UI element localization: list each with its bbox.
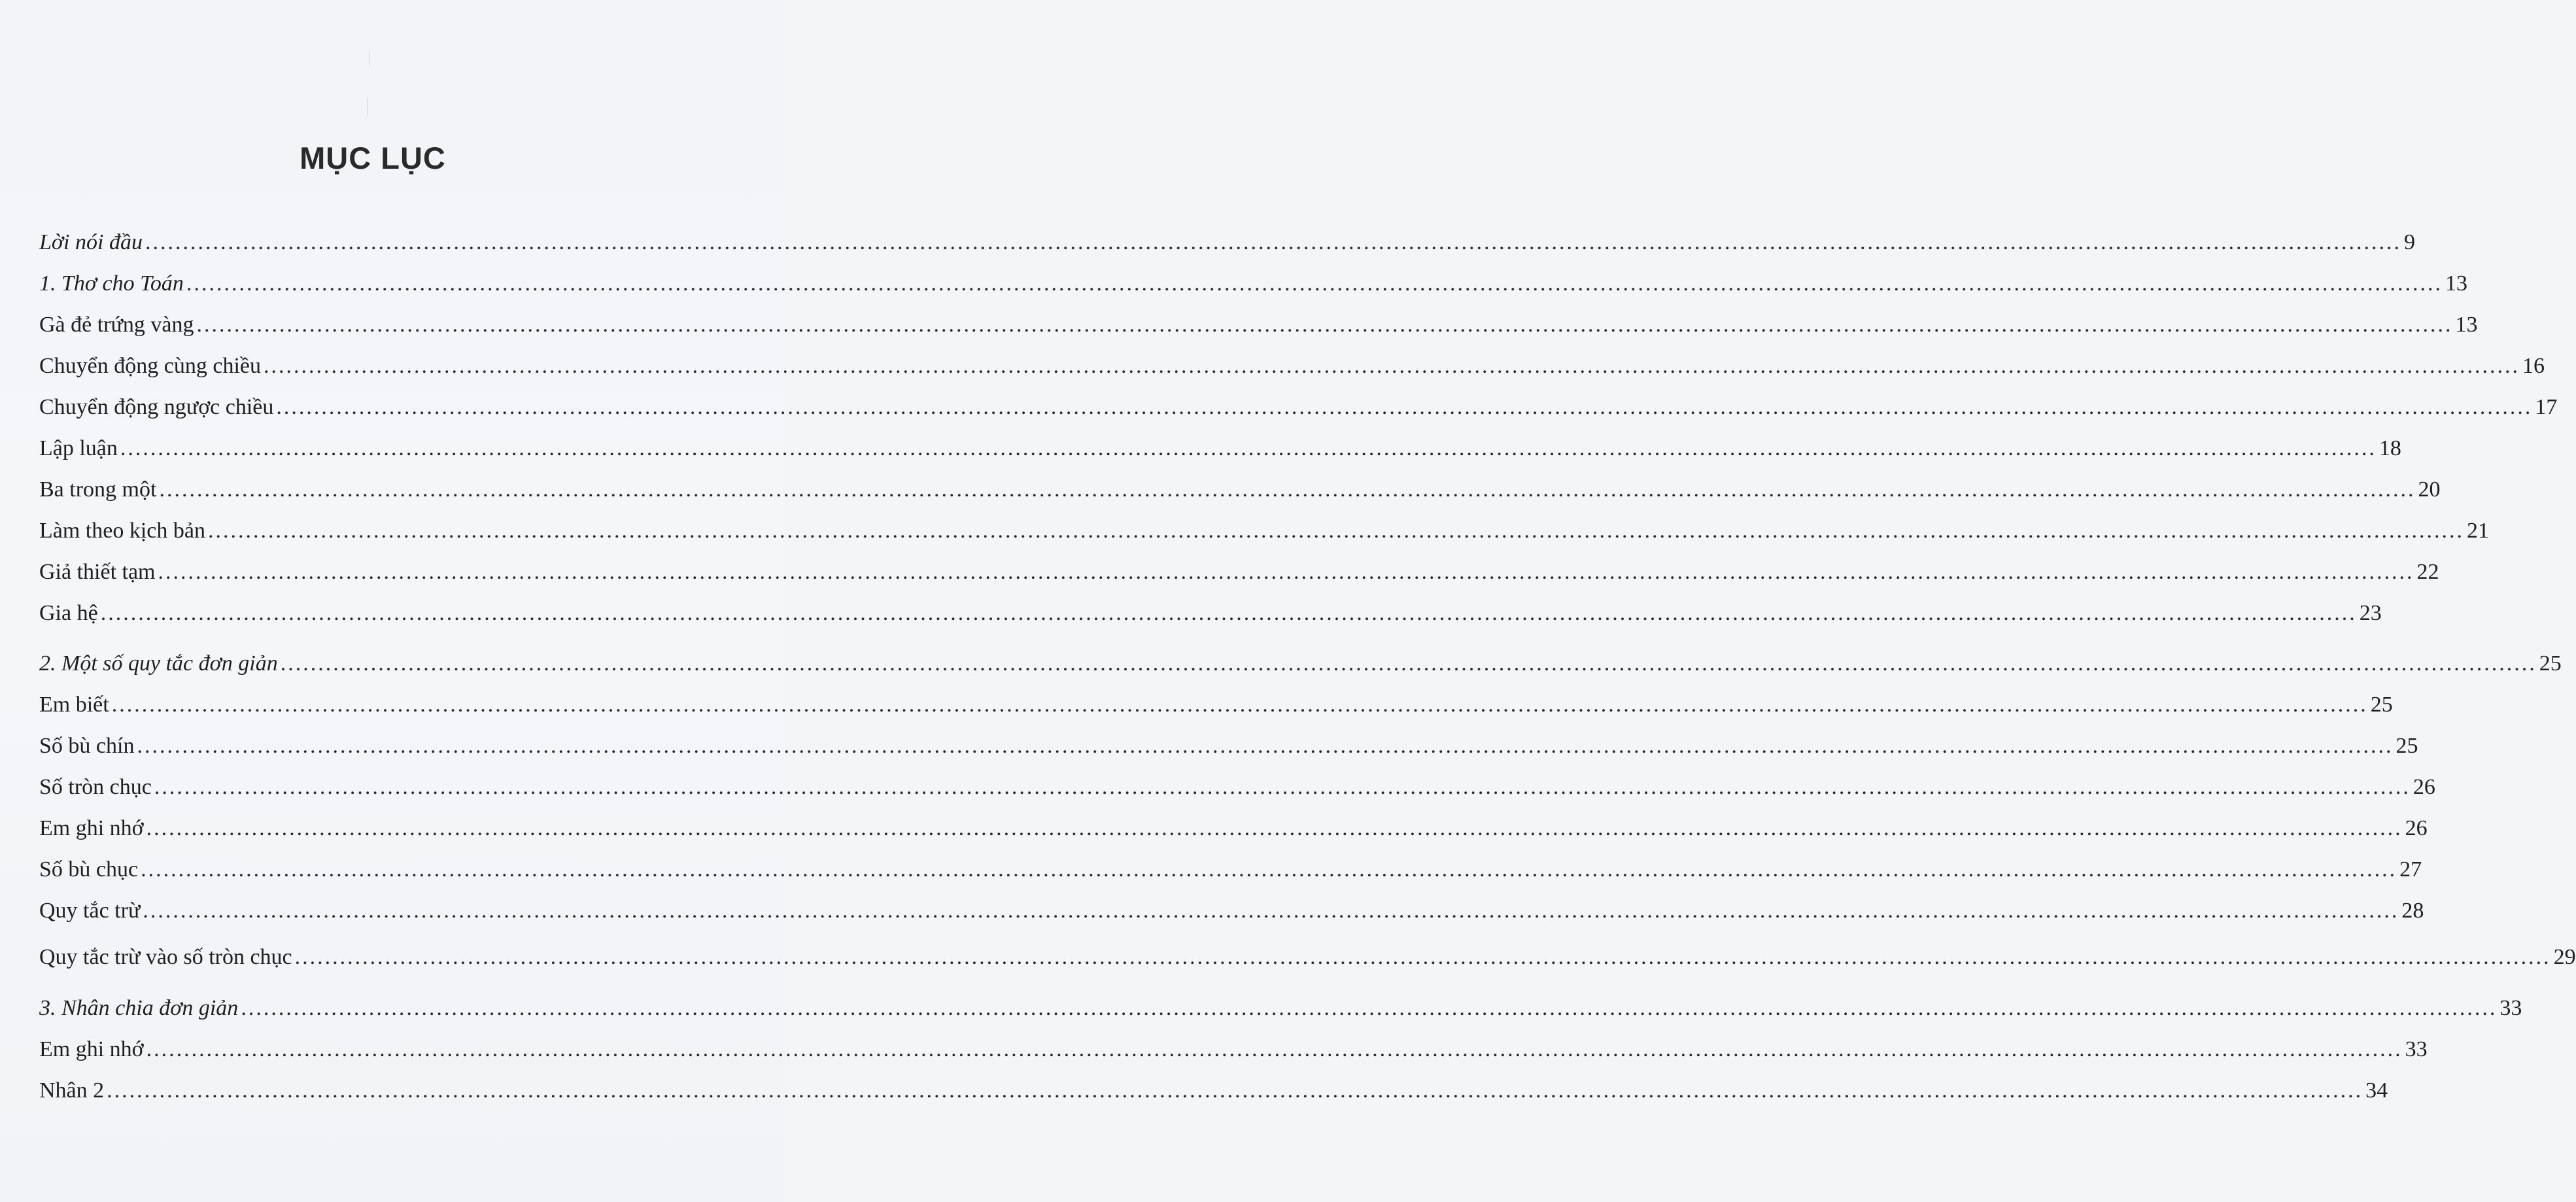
dot-leader: ............................................................................................................................................................................................................................................................................................................ bbox=[264, 354, 2520, 378]
toc-entry-label: Em ghi nhớ bbox=[39, 1037, 144, 1061]
toc-entry-label: Chuyển động cùng chiều bbox=[39, 354, 261, 378]
toc-entry-row bbox=[39, 473, 2441, 506]
dot-leader: ............................................................................................................................................................................................................................................................................................................ bbox=[241, 996, 2498, 1020]
toc-section-row bbox=[39, 267, 2467, 300]
dot-leader: ............................................................................................................................................................................................................................................................................................................ bbox=[120, 436, 2377, 460]
toc-page-number: 25 bbox=[2370, 693, 2393, 717]
toc-page-number: 13 bbox=[2455, 313, 2478, 337]
toc-entry-label: Số bù chín bbox=[39, 734, 135, 758]
toc-entry-label: 3. Nhân chia đơn giản bbox=[39, 996, 239, 1020]
toc-page-number: 18 bbox=[2379, 436, 2401, 460]
toc-page-number: 16 bbox=[2522, 354, 2545, 378]
toc-entry-row bbox=[39, 812, 2428, 845]
dot-leader: ............................................................................................................................................................................................................................................................................................................ bbox=[143, 899, 2399, 923]
toc-entry-label: 1. Thơ cho Toán bbox=[39, 271, 184, 296]
toc-entry-row bbox=[39, 730, 2418, 763]
toc-entry-row bbox=[39, 771, 2435, 804]
dot-leader: ............................................................................................................................................................................................................................................................................................................ bbox=[137, 734, 2394, 758]
toc-entry-row bbox=[39, 556, 2439, 589]
toc-page-number: 22 bbox=[2416, 560, 2439, 584]
toc-entry-row bbox=[39, 432, 2401, 465]
toc-page-number: 25 bbox=[2539, 651, 2562, 676]
toc-entry-row bbox=[39, 515, 2489, 547]
dot-leader: ............................................................................................................................................................................................................................................................................................................ bbox=[294, 945, 2551, 969]
toc-entry-row bbox=[39, 895, 2424, 927]
toc-page-number: 25 bbox=[2396, 734, 2418, 758]
toc-entry-label: Em biết bbox=[39, 693, 109, 717]
toc-entry-label: Gia hệ bbox=[39, 601, 98, 625]
toc-section-row bbox=[39, 226, 2415, 259]
toc-page-number: 13 bbox=[2445, 271, 2467, 296]
dot-leader: ............................................................................................................................................................................................................................................................................................................ bbox=[159, 477, 2416, 502]
toc-section-row bbox=[39, 992, 2522, 1025]
toc-page-number: 23 bbox=[2359, 601, 2382, 625]
dot-leader: ............................................................................................................................................................................................................................................................................................................ bbox=[146, 1037, 2403, 1061]
toc-entry-label: Nhân 2 bbox=[39, 1078, 105, 1103]
toc-entry-label: Em ghi nhớ bbox=[39, 816, 144, 840]
toc-entry-label: Quy tắc trừ bbox=[39, 899, 141, 923]
dot-leader: ............................................................................................................................................................................................................................................................................................................ bbox=[146, 816, 2403, 840]
dot-leader: ............................................................................................................................................................................................................................................................................................................ bbox=[100, 601, 2357, 625]
toc-entry-label: Làm theo kịch bản bbox=[39, 519, 205, 543]
toc-page-number: 9 bbox=[2403, 230, 2415, 254]
toc-entry-row bbox=[39, 309, 2478, 341]
toc-entry-row bbox=[39, 1033, 2428, 1066]
toc-entry-row bbox=[39, 941, 2576, 974]
dot-leader: ............................................................................................................................................................................................................................................................................................................ bbox=[107, 1078, 2363, 1103]
toc-entry-label: Giả thiết tạm bbox=[39, 560, 156, 584]
toc-page-number: 29 bbox=[2553, 945, 2576, 969]
toc-entry-row bbox=[39, 853, 2422, 886]
toc-entry-label: 2. Một số quy tắc đơn giản bbox=[39, 651, 278, 676]
toc-page-number: 20 bbox=[2418, 477, 2441, 502]
dot-leader: ............................................................................................................................................................................................................................................................................................................ bbox=[186, 271, 2443, 296]
dot-leader: ............................................................................................................................................................................................................................................................................................................ bbox=[111, 693, 2368, 717]
toc-entry-row bbox=[39, 689, 2393, 721]
dot-leader: ............................................................................................................................................................................................................................................................................................................ bbox=[154, 775, 2411, 799]
toc-entry-label: Gà đẻ trứng vàng bbox=[39, 313, 194, 337]
toc-entry-label: Số bù chục bbox=[39, 857, 139, 882]
toc-page-number: 28 bbox=[2401, 899, 2424, 923]
toc-entry-row bbox=[39, 597, 2382, 630]
toc-page-number: 26 bbox=[2413, 775, 2435, 799]
toc-entry-label: Ba trong một bbox=[39, 477, 157, 502]
toc-entry-row bbox=[39, 391, 2558, 424]
toc-page-number: 26 bbox=[2405, 816, 2428, 840]
toc-title: MỤC LỤC bbox=[300, 141, 446, 175]
toc-section-row bbox=[39, 647, 2562, 680]
dot-leader: ............................................................................................................................................................................................................................................................................................................ bbox=[280, 651, 2537, 676]
dot-leader: ............................................................................................................................................................................................................................................................................................................ bbox=[158, 560, 2414, 584]
toc-entry-label: Số tròn chục bbox=[39, 775, 152, 799]
toc-page-number: 27 bbox=[2399, 857, 2422, 882]
toc-page-number: 33 bbox=[2405, 1037, 2428, 1061]
toc-entry-row bbox=[39, 1074, 2388, 1107]
toc-page-number: 34 bbox=[2365, 1078, 2388, 1103]
toc-entry-row bbox=[39, 350, 2545, 383]
toc-entry-label: Lập luận bbox=[39, 436, 118, 460]
toc-page-number: 17 bbox=[2535, 395, 2558, 419]
dot-leader: ............................................................................................................................................................................................................................................................................................................ bbox=[207, 519, 2464, 543]
dot-leader: ............................................................................................................................................................................................................................................................................................................ bbox=[276, 395, 2533, 419]
toc-page-number: 21 bbox=[2466, 519, 2489, 543]
toc-entry-label: Lời nói đầu bbox=[39, 230, 143, 254]
toc-entry-label: Chuyển động ngược chiều bbox=[39, 395, 274, 419]
dot-leader: ............................................................................................................................................................................................................................................................................................................ bbox=[141, 857, 2397, 882]
dot-leader: ............................................................................................................................................................................................................................................................................................................ bbox=[145, 230, 2401, 254]
toc-page-number: 33 bbox=[2499, 996, 2522, 1020]
dot-leader: ............................................................................................................................................................................................................................................................................................................ bbox=[196, 313, 2453, 337]
toc-entry-label: Quy tắc trừ vào số tròn chục bbox=[39, 945, 292, 969]
